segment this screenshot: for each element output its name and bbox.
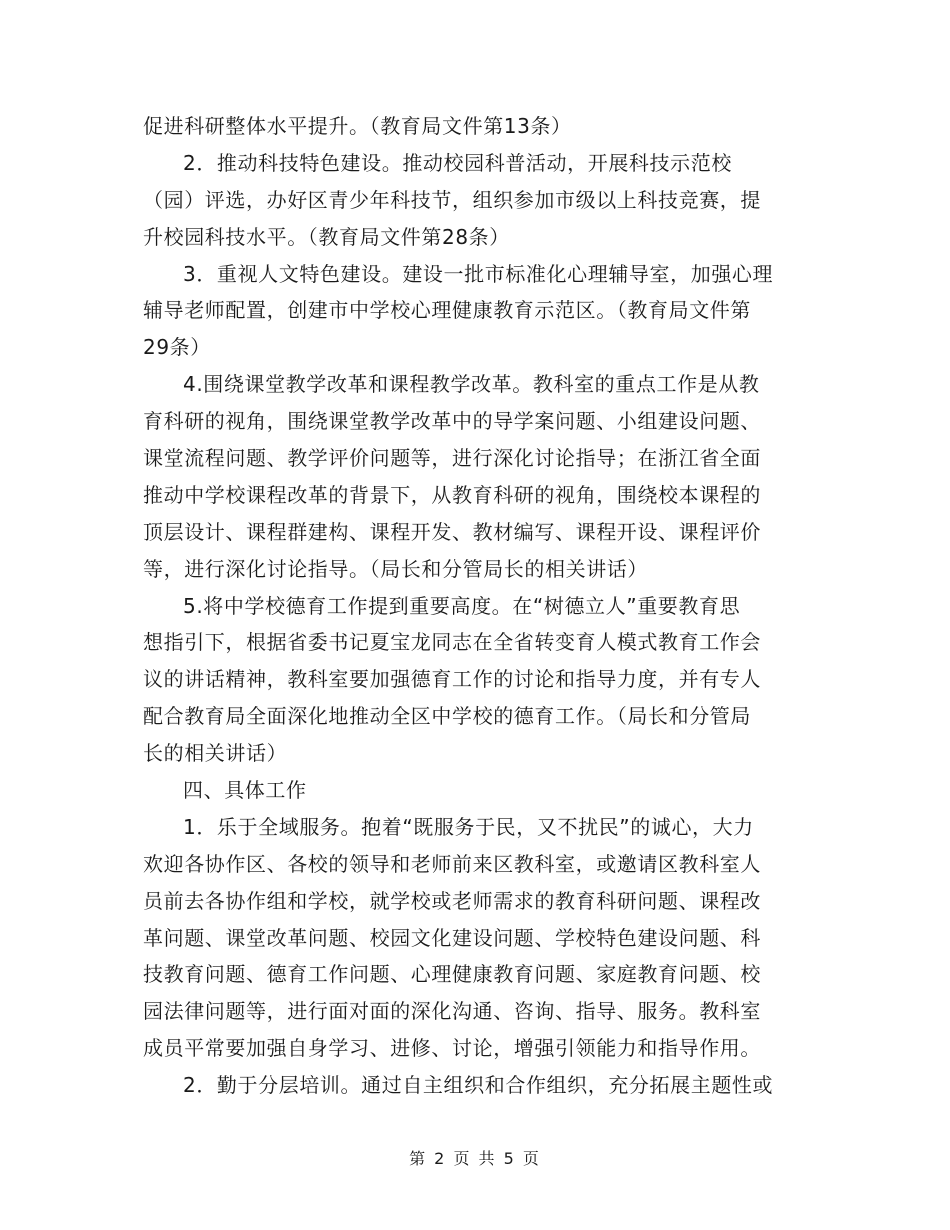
text-line: 1．乐于全域服务。抱着“既服务于民，又不扰民”的诚心，大力 (183, 814, 754, 839)
text-line: 员前去各协作组和学校，就学校或老师需求的教育科研问题、课程改 (143, 888, 761, 913)
text-line: 课堂流程问题、教学评价问题等，进行深化讨论指导；在浙江省全面 (143, 446, 761, 471)
text-line: 促进科研整体水平提升。（教育局文件第13条） (143, 114, 572, 138)
text-line: 配合教育局全面深化地推动全区中学校的德育工作。（局长和分管局 (143, 704, 751, 729)
text-line: 革问题、课堂改革问题、校园文化建设问题、学校特色建设问题、科 (143, 925, 761, 950)
text-line: 成员平常要加强自身学习、进修、讨论，增强引领能力和指导作用。 (143, 1036, 761, 1061)
text-line: 园法律问题等，进行面对面的深化沟通、咨询、指导、服务。教科室 (143, 999, 761, 1024)
text-line: 推动中学校课程改革的背景下，从教育科研的视角，围绕校本课程的 (143, 482, 761, 507)
text-line: （园）评选，办好区青少年科技节，组织参加市级以上科技竞赛，提 (143, 187, 761, 212)
text-line: 育科研的视角，围绕课堂教学改革中的导学案问题、小组建设问题、 (143, 409, 761, 434)
document-body (143, 108, 807, 1104)
text-line: 技教育问题、德育工作问题、心理健康教育问题、家庭教育问题、校 (143, 962, 761, 987)
text-line: 顶层设计、课程群建构、课程开发、教材编写、课程开设、课程评价 (143, 519, 761, 544)
text-line: 2．勤于分层培训。通过自主组织和合作组织，充分拓展主题性或 (183, 1073, 774, 1098)
text-line: 四、具体工作 (183, 778, 307, 803)
text-line: 等，进行深化讨论指导。（局长和分管局长的相关讲话） (143, 556, 648, 581)
text-line: 29条） (143, 335, 211, 360)
text-line: 想指引下，根据省委书记夏宝龙同志在全省转变育人模式教育工作会 (143, 630, 761, 655)
text-line: 5.将中学校德育工作提到重要高度。在“树德立人”重要教育思 (183, 593, 741, 618)
text-line: 辅导老师配置，创建市中学校心理健康教育示范区。（教育局文件第 (143, 298, 751, 323)
text-line: 2．推动科技特色建设。推动校园科普活动，开展科技示范校 (183, 150, 732, 175)
text-line: 升校园科技水平。（教育局文件第28条） (143, 224, 510, 249)
text-line: 欢迎各协作区、各校的领导和老师前来区教科室，或邀请区教科室人 (143, 851, 761, 876)
page-number-label: 第 2 页 共 5 页 (409, 1149, 541, 1168)
page-footer (0, 1146, 950, 1169)
text-line: 长的相关讲话） (143, 741, 288, 766)
text-line: 议的讲话精神，教科室要加强德育工作的讨论和指导力度，并有专人 (143, 667, 761, 692)
text-line: 4.围绕课堂教学改革和课程教学改革。教科室的重点工作是从教 (183, 372, 760, 397)
text-line: 3．重视人文特色建设。建设一批市标准化心理辅导室，加强心理 (183, 261, 774, 286)
